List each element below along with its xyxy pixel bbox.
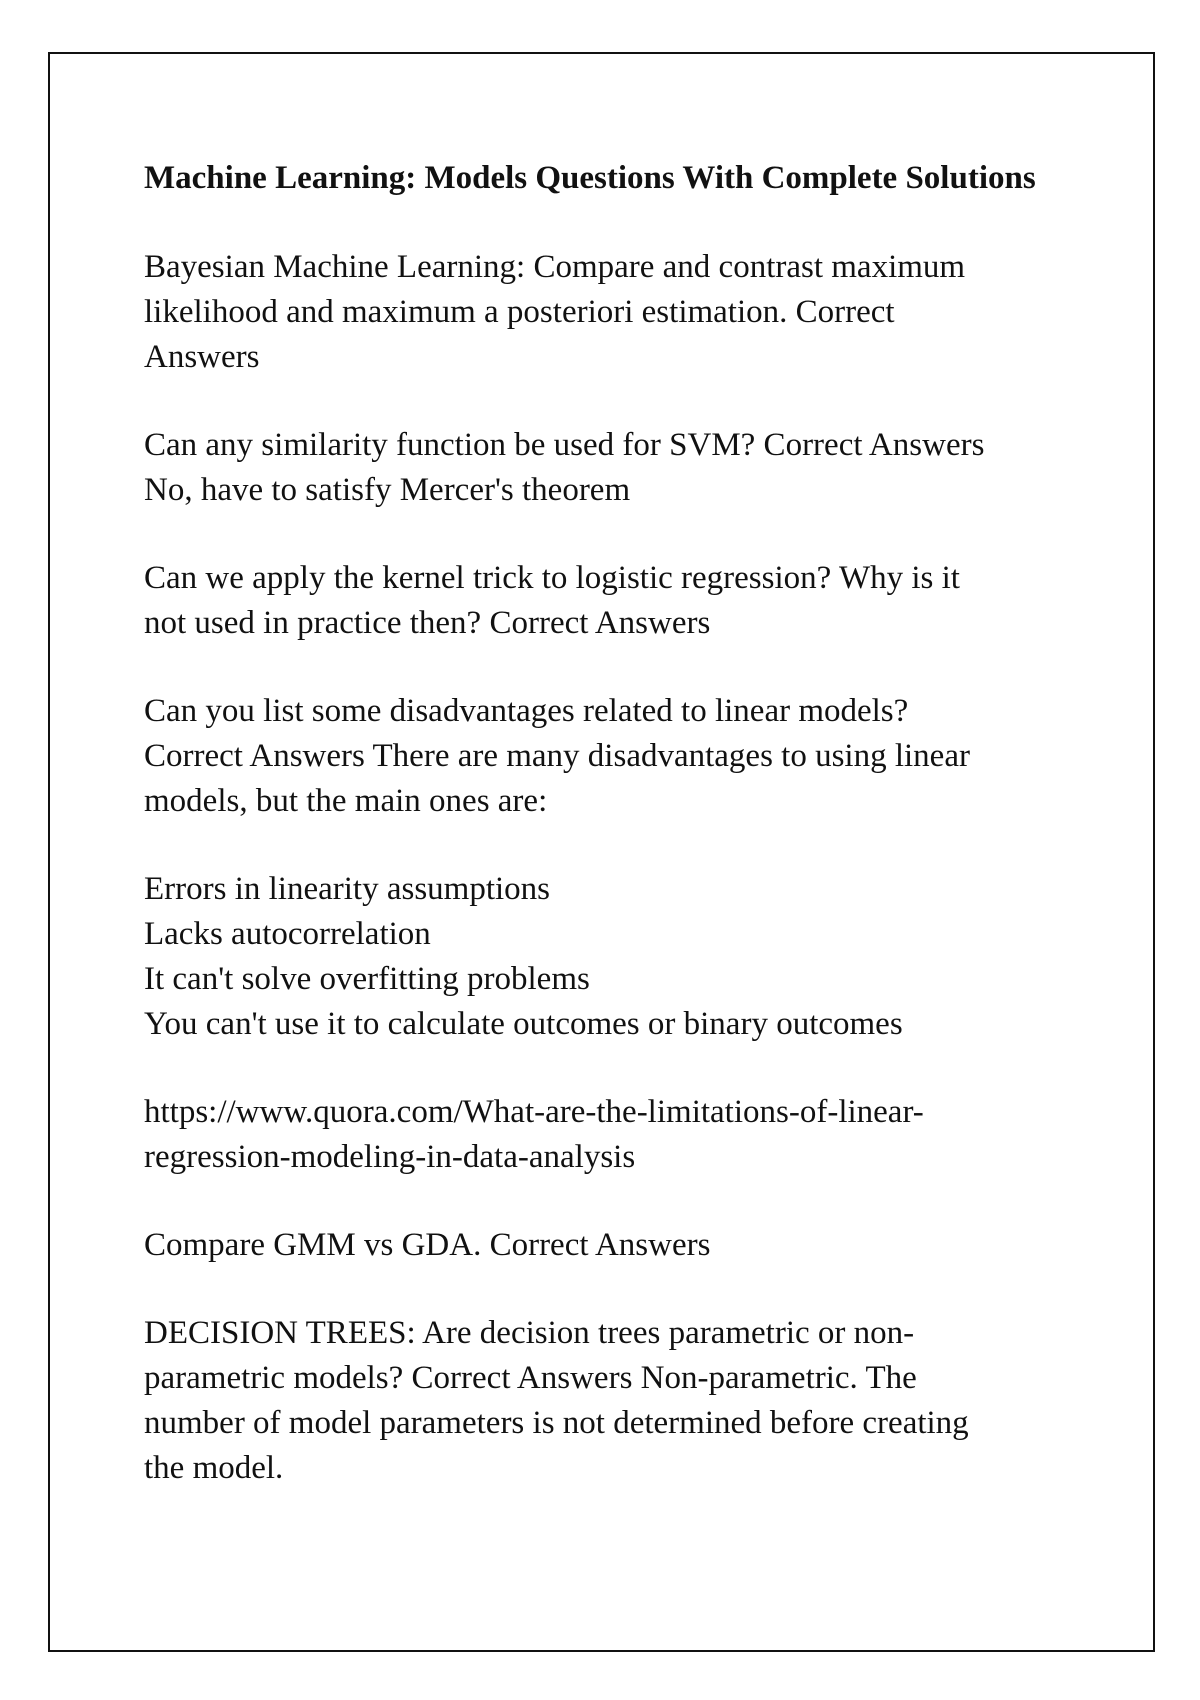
paragraph-svm-similarity: Can any similarity function be used for SVM? Correct Answers No, have to satisfy Mercer's theorem (144, 427, 985, 508)
paragraph-bayesian-ml: Bayesian Machine Learning: Compare and contrast maximum likelihood and maximum a posteriori estimation. Correct Answers (144, 249, 966, 375)
paragraph-disadvantages-list: Errors in linearity assumptions Lacks autocorrelation It can't solve overfitting problems You can't use it to calculate outcomes or binary outcomes (144, 871, 903, 1042)
paragraph-kernel-trick: Can we apply the kernel trick to logistic regression? Why is it not used in practice then? Correct Answers (144, 560, 960, 641)
paragraph-quora-link: https://www.quora.com/What-are-the-limitations-of-linear- regression-modeling-in-data-analysis (144, 1094, 924, 1175)
paragraph-decision-trees: DECISION TREES: Are decision trees parametric or non- parametric models? Correct Answers Non-parametric. The number of model parameters is not determined before creating the model. (144, 1315, 969, 1486)
document-content (144, 156, 1124, 1491)
paragraph-linear-disadvantages: Can you list some disadvantages related to linear models? Correct Answers There are many disadvantages to using linear models, but the main ones are: (144, 693, 970, 819)
paragraph-gmm-vs-gda: Compare GMM vs GDA. Correct Answers (144, 1227, 711, 1263)
document-page (48, 52, 1155, 1652)
document-title: Machine Learning: Models Questions With Complete Solutions (144, 160, 1036, 196)
